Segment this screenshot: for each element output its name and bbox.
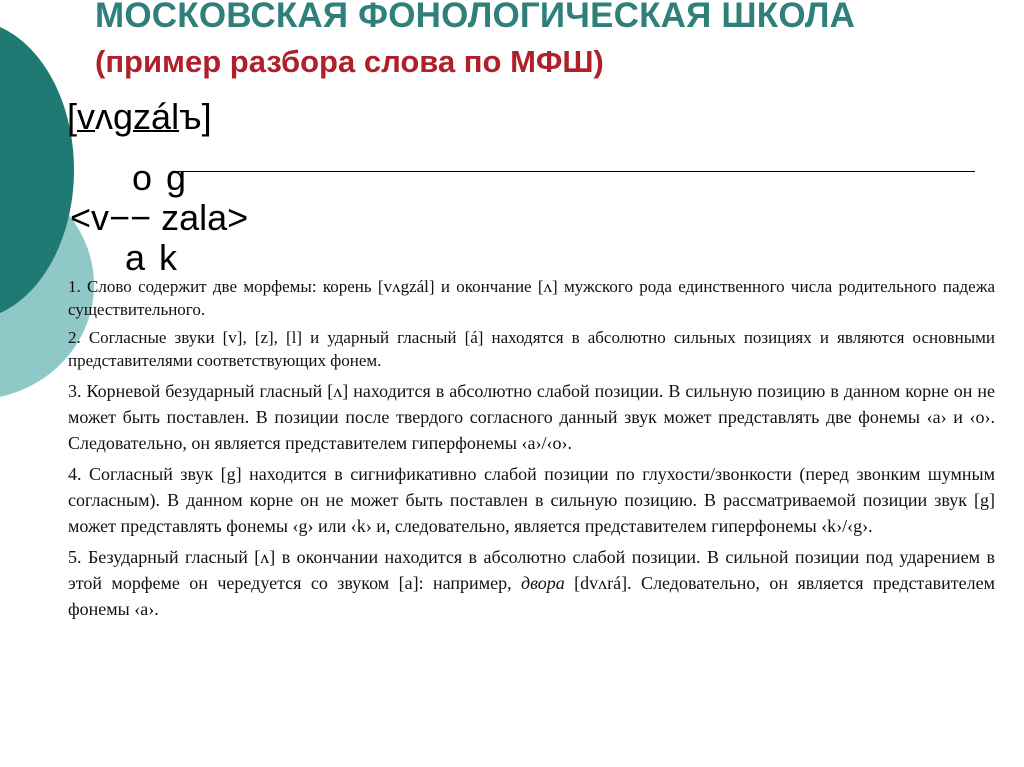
point-5-text-end: [dvʌrá]. Следовательно, он является представителем фонемы ‹a›. [68, 573, 995, 619]
point-1: 1. Слово содержит две морфемы: корень [vʌgzál] и окончание [ʌ] мужского рода единственного числа родительного падежа существительного. [68, 277, 995, 319]
phonetic-transcription [67, 96, 212, 138]
divider-line [175, 171, 975, 172]
point-5-example: двора [521, 573, 565, 593]
phoneme-variants-top: o g [132, 157, 189, 198]
point-2: 2. Согласные звуки [v], [z], [l] и ударный гласный [á] находятся в абсолютно сильных позициях и являются основными представителями соответствующих фонем. [68, 328, 995, 370]
point-3: 3. Корневой безударный гласный [ʌ] находится в абсолютно слабой позиции. В сильную позицию в данном корне он не может быть поставлен. В позиции после твердого согласного данный звук может представлять две фонемы ‹a› и ‹o›. Следовательно, он является представителем гиперфонемы ‹a›/‹o›. [68, 381, 995, 453]
bracket-close: ] [201, 96, 212, 137]
segment-v: v [77, 96, 96, 137]
segment-z: z [133, 96, 152, 137]
point-5 [68, 544, 995, 622]
analysis-points [68, 276, 995, 628]
slide-title: МОСКОВСКАЯ ФОНОЛОГИЧЕСКАЯ ШКОЛА [95, 0, 856, 35]
segment-l: l [171, 96, 180, 137]
phonemic-notation: <v−− zala> [70, 197, 249, 238]
segment-vowel: ʌ [95, 96, 114, 137]
point-4: 4. Согласный звук [g] находится в сигнификативно слабой позиции по глухости/звонкости (перед звонким шумным согласным). В данном корне он не может быть поставлен в сильную позицию. В рассматриваемой позиции звук [g] может представлять фонемы ‹g› или ‹k› и, следовательно, является представителем гиперфонемы ‹k›/‹g›. [68, 464, 995, 536]
segment-final: ъ [179, 96, 202, 137]
slide-subtitle: (пример разбора слова по МФШ) [95, 44, 604, 79]
segment-stressed-a: á [151, 96, 172, 137]
phoneme-variants-bottom: a k [125, 237, 180, 278]
bracket-open: [ [67, 96, 78, 137]
point-5-text: 5. Безударный гласный [ʌ] в окончании находится в абсолютно слабой позиции. В сильной позиции под ударением в этой морфеме он чередуется со звуком [a]: например, [68, 547, 995, 593]
segment-g: g [113, 96, 134, 137]
